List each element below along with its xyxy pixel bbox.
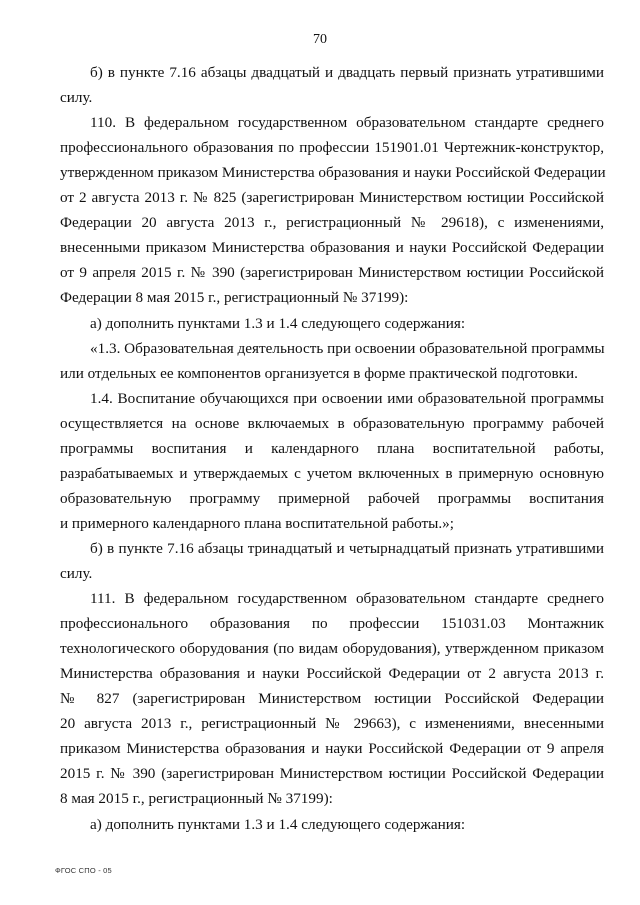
text-line: разрабатываемых и утверждаемых с учетом включенных в примерную основную (60, 465, 604, 482)
text-line: 111. В федеральном государственном образовательном стандарте среднего (90, 590, 604, 607)
text-line: а) дополнить пунктами 1.3 и 1.4 следующего содержания: (90, 315, 466, 332)
text-line: программы воспитания и календарного плана воспитательной работы, (60, 440, 604, 457)
text-line: Федерации 8 мая 2015 г., регистрационный № 37199): (60, 289, 409, 306)
text-line: «1.3. Образовательная деятельность при освоении образовательной программы (90, 340, 605, 357)
text-line: силу. (60, 89, 93, 106)
page-number: 70 (313, 32, 327, 47)
text-line: и примерного календарного плана воспитательной работы.»; (60, 515, 454, 532)
text-line: 110. В федеральном государственном образовательном стандарте среднего (90, 114, 604, 131)
text-line: или отдельных ее компонентов организуется в форме практической подготовки. (60, 365, 578, 382)
text-line: 8 мая 2015 г., регистрационный № 37199): (60, 790, 333, 807)
text-line: утвержденном приказом Министерства образования и науки Российской Федерации (60, 164, 606, 181)
text-line: силу. (60, 565, 93, 582)
text-line: технологического оборудования (по видам оборудования), утвержденном приказом (60, 640, 604, 657)
text-line: б) в пункте 7.16 абзацы тринадцатый и четырнадцатый признать утратившими (90, 540, 604, 557)
text-line: 2015 г. № 390 (зарегистрирован Министерством юстиции Российской Федерации (60, 765, 604, 782)
text-line: № 827 (зарегистрирован Министерством юстиции Российской Федерации (60, 690, 604, 707)
text-line: 1.4. Воспитание обучающихся при освоении ими образовательной программы (90, 390, 604, 407)
text-line: от 9 апреля 2015 г. № 390 (зарегистрирован Министерством юстиции Российской (60, 264, 604, 281)
footer-code: ФГОС СПО - 05 (55, 866, 112, 875)
text-line: от 2 августа 2013 г. № 825 (зарегистрирован Министерством юстиции Российской (60, 189, 604, 206)
text-line: приказом Министерства образования и науки Российской Федерации от 9 апреля (60, 740, 604, 757)
text-line: б) в пункте 7.16 абзацы двадцатый и двадцать первый признать утратившими (90, 64, 604, 81)
text-line: а) дополнить пунктами 1.3 и 1.4 следующего содержания: (90, 816, 466, 833)
text-line: Федерации 20 августа 2013 г., регистрационный № 29618), с изменениями, (60, 214, 604, 231)
text-line: профессионального образования по профессии 151031.03 Монтажник (60, 615, 604, 632)
text-line: образовательную программу примерной рабочей программы воспитания (60, 490, 604, 507)
text-line: осуществляется на основе включаемых в образовательную программу рабочей (60, 415, 604, 432)
text-line: профессионального образования по профессии 151901.01 Чертежник-конструктор, (60, 139, 604, 156)
text-line: внесенными приказом Министерства образования и науки Российской Федерации (60, 239, 604, 256)
text-line: Министерства образования и науки Российской Федерации от 2 августа 2013 г. (60, 665, 604, 682)
text-line: 20 августа 2013 г., регистрационный № 29663), с изменениями, внесенными (60, 715, 604, 732)
